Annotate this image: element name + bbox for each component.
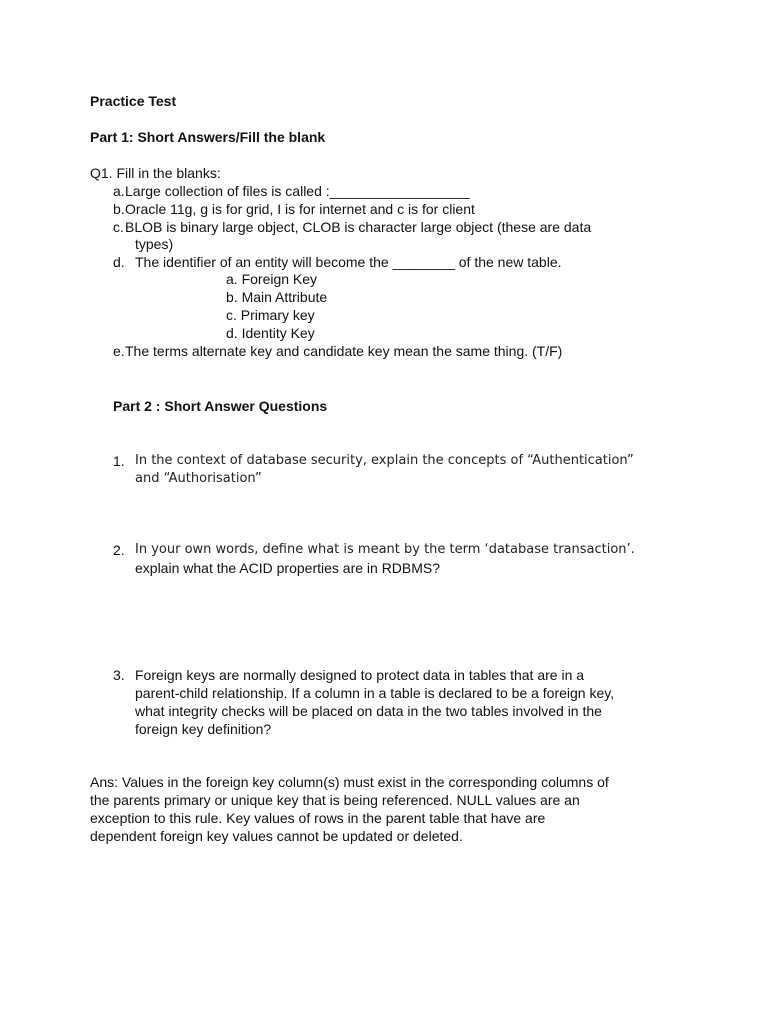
q1d-option-a: a. Foreign Key bbox=[226, 271, 318, 287]
question-3-number: 3. bbox=[113, 667, 125, 683]
question-3-line1: Foreign keys are normally designed to protect data in tables that are in a bbox=[135, 667, 585, 683]
q1a-text: Large collection of files is called :__________________ bbox=[125, 183, 470, 199]
question-3-line4: foreign key definition? bbox=[135, 721, 272, 737]
q1d-option-b: b. Main Attribute bbox=[226, 289, 328, 305]
q1e-marker: e. bbox=[113, 343, 125, 359]
answer-line3: exception to this rule. Key values of rows in the parent table that have are bbox=[90, 810, 546, 826]
part2-heading: Part 2 : Short Answer Questions bbox=[113, 398, 328, 414]
q1d-marker: d. bbox=[113, 254, 125, 270]
question-1-number: 1. bbox=[113, 453, 125, 469]
q1d-text: The identifier of an entity will become the ________ of the new table. bbox=[135, 254, 562, 270]
document-title: Practice Test bbox=[90, 93, 177, 109]
q1a-marker: a. bbox=[113, 183, 125, 199]
question-1-line1: In the context of database security, explain the concepts of “Authentication” bbox=[135, 453, 634, 468]
q1e-text: The terms alternate key and candidate key mean the same thing. (T/F) bbox=[125, 343, 563, 359]
question-2-line1: In your own words, define what is meant by the term ‘database transaction’. bbox=[135, 542, 635, 557]
q1d-option-d: d. Identity Key bbox=[226, 325, 315, 341]
answer-line1: Ans: Values in the foreign key column(s) must exist in the corresponding columns of bbox=[90, 774, 609, 790]
question-1-line2: and “Authorisation” bbox=[135, 471, 262, 486]
answer-line4: dependent foreign key values cannot be updated or deleted. bbox=[90, 828, 463, 844]
answer-line2: the parents primary or unique key that is being referenced. NULL values are an bbox=[90, 792, 580, 808]
question-3-line3: what integrity checks will be placed on data in the two tables involved in the bbox=[135, 703, 602, 719]
q1b-text: Oracle 11g, g is for grid, I is for internet and c is for client bbox=[125, 201, 475, 217]
q1c-text-line1: BLOB is binary large object, CLOB is character large object (these are data bbox=[125, 219, 592, 235]
q1d-option-c: c. Primary key bbox=[226, 307, 315, 323]
question-3-line2: parent-child relationship. If a column in a table is declared to be a foreign key, bbox=[135, 685, 615, 701]
q1c-text-line2: types) bbox=[135, 236, 174, 252]
q1c-marker: c. bbox=[113, 219, 124, 235]
question-2-line2: explain what the ACID properties are in RDBMS? bbox=[135, 560, 441, 576]
part1-heading: Part 1: Short Answers/Fill the blank bbox=[90, 129, 326, 145]
q1b-marker: b. bbox=[113, 201, 125, 217]
question-2-number: 2. bbox=[113, 542, 125, 558]
q1-prompt: Q1. Fill in the blanks: bbox=[90, 165, 221, 181]
